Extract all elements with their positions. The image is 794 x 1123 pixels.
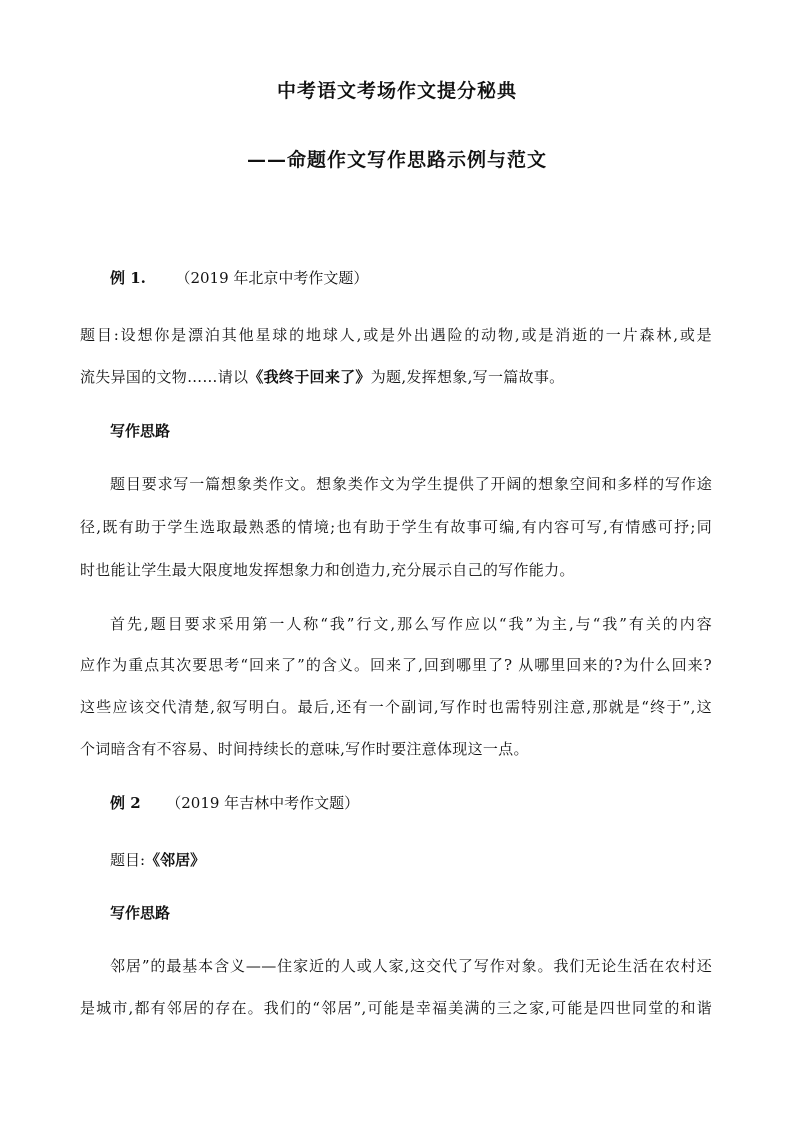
example-1-prompt-line-1: 题目:设想你是漂泊其他星球的地球人,或是外出遇险的动物,或是消逝的一片森林,或是 <box>80 326 712 344</box>
example-2-para1-line-2: 是城市,都有邻居的存在。我们的“邻居”,可能是幸福美满的三之家,可能是四世同堂的和谐 <box>80 999 712 1017</box>
example-1-para2-line-4: 个词暗含有不容易、时间持续长的意味,写作时要注意体现这一点。 <box>80 740 529 758</box>
example-1-label: 例 1. <box>110 269 146 287</box>
example-2-prompt-title: 《邻居》 <box>145 851 206 869</box>
example-1-header <box>110 268 368 288</box>
example-1-para2-line-2: 应作为重点其次要思考“回来了”的含义。回来了,回到哪里了? 从哪里回来的?为什么回来? <box>80 656 712 674</box>
example-1-prompt-pre: 流失异国的文物……请以 <box>80 368 249 386</box>
example-1-para1-line-2: 径,既有助于学生选取最熟悉的情境;也有助于学生有故事可编,有内容可写,有情感可抒;同 <box>80 518 712 536</box>
document-subtitle: ——命题作文写作思路示例与范文 <box>246 149 547 171</box>
example-2-writing-approach-heading: 写作思路 <box>110 904 171 922</box>
example-1-writing-approach-heading: 写作思路 <box>110 422 171 440</box>
example-1-source: （2019 年北京中考作文题） <box>175 269 369 287</box>
example-1-para2-line-3: 这些应该交代清楚,叙写明白。最后,还有一个副词,写作时也需特别注意,那就是“终于”,这 <box>80 698 712 716</box>
example-1-prompt-title: 《我终于回来了》 <box>248 368 371 386</box>
example-2-prompt <box>110 850 205 870</box>
document-title: 中考语文考场作文提分秘典 <box>276 80 517 102</box>
example-1-para1-line-1: 题目要求写一篇想象类作文。想象类作文为学生提供了开阔的想象空间和多样的写作途 <box>110 475 712 493</box>
example-2-header <box>110 793 359 813</box>
example-2-prompt-label: 题目: <box>110 851 146 869</box>
example-2-label: 例 2 <box>110 794 141 812</box>
example-2-para1-line-1: 邻居”的最基本含义——住家近的人或人家,这交代了写作对象。我们无论生活在农村还 <box>110 957 712 975</box>
example-1-prompt-post: 为题,发挥想象,写一篇故事。 <box>370 368 565 386</box>
example-1-para2-line-1: 首先,题目要求采用第一人称“我”行文,那么写作应以“我”为主,与“我”有关的内容 <box>110 615 712 633</box>
example-2-source: （2019 年吉林中考作文题） <box>166 794 360 812</box>
example-1-para1-line-3: 时也能让学生最大限度地发挥想象力和创造力,充分展示自己的写作能力。 <box>80 561 575 579</box>
example-1-prompt-line-2 <box>80 367 564 387</box>
